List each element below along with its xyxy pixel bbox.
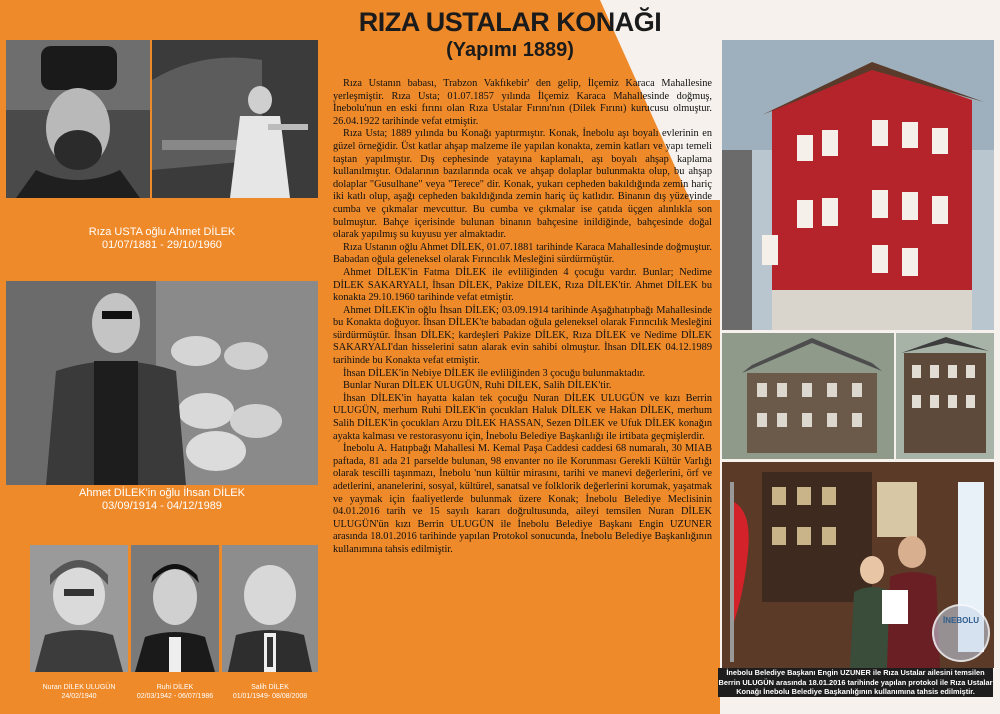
nuran-name: Nuran DİLEK ULUGÜN <box>42 684 116 691</box>
inebolu-logo <box>932 604 990 662</box>
salih-name: Salih DİLEK <box>251 684 289 691</box>
paragraph: İnebolu A. Hatıpbağı Mahallesi M. Kemal Paşa Caddesi caddesi 68 numaralı, 30 MIAB paftada, 81 ada 21 parselde bulunan, 98 envanter no ile Korunması Gerekli Kültür Varlığı olarak tescilli taşınmazı, İnebolu 'nun kültür mirasını, tarihi ve manevi değerlerini, örf ve adetlerini, ananelerini, sosyal, kültürel, sanatsal ve folklorik değerlerini korumak, yaşatmak ve yaymak için faaliyetlerde bulunmak üzere Konak; İnebolu Belediye Meclisinin 04.01.2016 tarih ve 15 sayılı kararı doğrultusunda, aileyi temsilen Nuran DİLEK ULUGÜN'ün kızı Berrin ULUGÜN ile İnebolu Belediye Başkanı Engin UZUNER arasında 18.01.2016 tarihinde yapılan Protokol sonucunda, İnebolu Belediye Başkanlığının kullanımına tahsis edilmiştir. <box>333 443 712 555</box>
paragraph: Rıza Usta; 1889 yılında bu Konağı yaptırmıştır. Konak, İnebolu aşı boyalı evlerinin en güzel örneğidir. Üst katlar ahşap malzeme ile yapılan konakta, zemin katları ve yapı temeli taştan yapılmıştır. Dış cephesinde yatayına kaplamalı, aşı boyalı ahşap kaplama kullanılmıştır. Odalarının bazılarında ocak ve ahşap dolaplar bulunmakta olup, bu ahşap dolaplar "Gusulhane" veya "Terece" dir. Konak, yukarı cepheden bakıldığında zemin hariç iki katlı olup, aşağı cepheden bakıldığında zemin hariç üç katlıdır. Binanın dış yüzeyinde cumba ve çıkmalar mevcuttur. Bu cumba ve çıkmalar ise çatıda üçgen alınlıkla son bulmuştur. Bahçe içerisinde bulunan binanın bahçesine inildiğinde, bahçesinde doğal olarak yapılmış su kuyusu yer almaktadır. <box>333 128 712 241</box>
ahmet-dilek-bakery-photo <box>152 40 318 198</box>
salih-dilek-portrait <box>222 545 318 672</box>
paragraph: Ahmet DİLEK'in Fatma DİLEK ile evliliğinden 4 çocuğu vardır. Bunlar; Nedime DİLEK SAKARYALI, İhsan DİLEK, Pakize DİLEK, Rıza DİLEK'tir. Ahmet DİLEK bu konakta 29.10.1960 tarihinde vefat etmiştir. <box>333 266 712 304</box>
photo1-caption <box>6 226 318 252</box>
ihsan-dilek-photo <box>6 281 318 485</box>
ruhi-dilek-portrait <box>131 545 219 672</box>
restored-mansion-photo <box>722 40 994 330</box>
paragraph: Ahmet DİLEK'in oğlu İhsan DİLEK; 03.09.1914 tarihinde Aşağıhatıpbağı Mahallesinde bu Konakta doğuyor. İhsan DİLEK'te babadan oğula geleneksel olarak Fırıncılık Mesleğini sürdürmüştür. İhsan DİLEK; kardeşleri Pakize DİLEK, Rıza DİLEK ve Nedime DİLEK SAKARYALI'dan hisselerini satın alarak evin sahibi olmuştur. İhsan DİLEK 04.12.1989 tarihinde bu Konakta vefat etmiştir. <box>333 304 712 367</box>
paragraph: Rıza Ustanın oğlu Ahmet DİLEK, 01.07.1881 tarihinde Karaca Mahallesinde doğmuştur. Babadan oğula geleneksel olarak Fırıncılık Mesleğini sürdürmüştür. <box>333 241 712 266</box>
page-title: RIZA USTALAR KONAĞI <box>358 7 662 37</box>
old-mansion-photo-2 <box>896 333 994 459</box>
photo2-caption <box>6 487 318 513</box>
ruhi-name: Ruhi DİLEK <box>156 684 194 691</box>
paragraph: İhsan DİLEK'in hayatta kalan tek çocuğu Nuran DİLEK ULUGÜN ve kızı Berrin ULUGÜN, merhum Ruhi DİLEK'in çocukları Haluk DİLEK ve Hakan DİLEK, merhum Salih DİLEK'in çocukları Arzu DİLEK HASSAN, Sezen DİLEK ve Ufuk DİLEK konağın ayakta kalması ve restorasyonu için, İnebolu Belediye Başkanlığı ile irtibata geçmişlerdir. <box>333 392 712 442</box>
riza-usta-portrait <box>6 40 150 198</box>
protocol-caption: İnebolu Belediye Başkanı Engin UZUNER ile Rıza Ustalar ailesini temsilen Berrin ULUGÜN arasında 18.01.2016 tarihinde yapılan protokol ile Rıza Ustalar Konağı İnebolu Belediye Başkanlığının kullanımına tahsis edilmiştir. <box>718 668 993 696</box>
nuran-dates: 24/02/1940 <box>61 693 97 700</box>
old-mansion-photo-1 <box>722 333 894 459</box>
paragraph: Rıza Ustanın babası, Trabzon Vakfıkebir' den gelip, İlçemiz Karaca Mahallesine yerleşmiştir. Rıza Usta; 01.07.1857 yılında İlçemiz Karaca Mahallesinde doğmuş, İnebolu'nun en eski fırını olan Rıza Ustalar Fırını'nın (Dilek Fırını) kurucusu olmuştur. 26.04.1922 tarihinde vefat etmiştir. <box>333 78 712 127</box>
page-subtitle: (Yapımı 1889) <box>446 39 574 61</box>
paragraph: İhsan DİLEK'in Nebiye DİLEK ile evliliğinden 3 çocuğu bulunmaktadır. <box>343 367 646 379</box>
nuran-dilek-portrait <box>30 545 128 672</box>
ruhi-caption <box>131 683 219 701</box>
photo2-dates: 03/09/1914 - 04/12/1989 <box>102 500 222 512</box>
history-text <box>333 78 712 557</box>
nuran-caption <box>30 683 128 701</box>
salih-caption <box>222 683 318 701</box>
ruhi-dates: 02/03/1942 - 06/07/1986 <box>136 693 214 700</box>
photo2-name: Ahmet DİLEK'in oğlu İhsan DİLEK <box>79 487 245 499</box>
photo1-name: Rıza USTA oğlu Ahmet DİLEK <box>88 226 236 238</box>
paragraph: Bunlar Nuran DİLEK ULUGÜN, Ruhi DİLEK, Salih DİLEK'tir. <box>343 380 612 392</box>
logo-text: İNEBOLU <box>943 616 979 625</box>
photo1-dates: 01/07/1881 - 29/10/1960 <box>102 239 222 251</box>
protocol-signing-photo <box>722 462 994 668</box>
salih-dates: 01/01/1949- 08/08/2008 <box>232 693 308 700</box>
